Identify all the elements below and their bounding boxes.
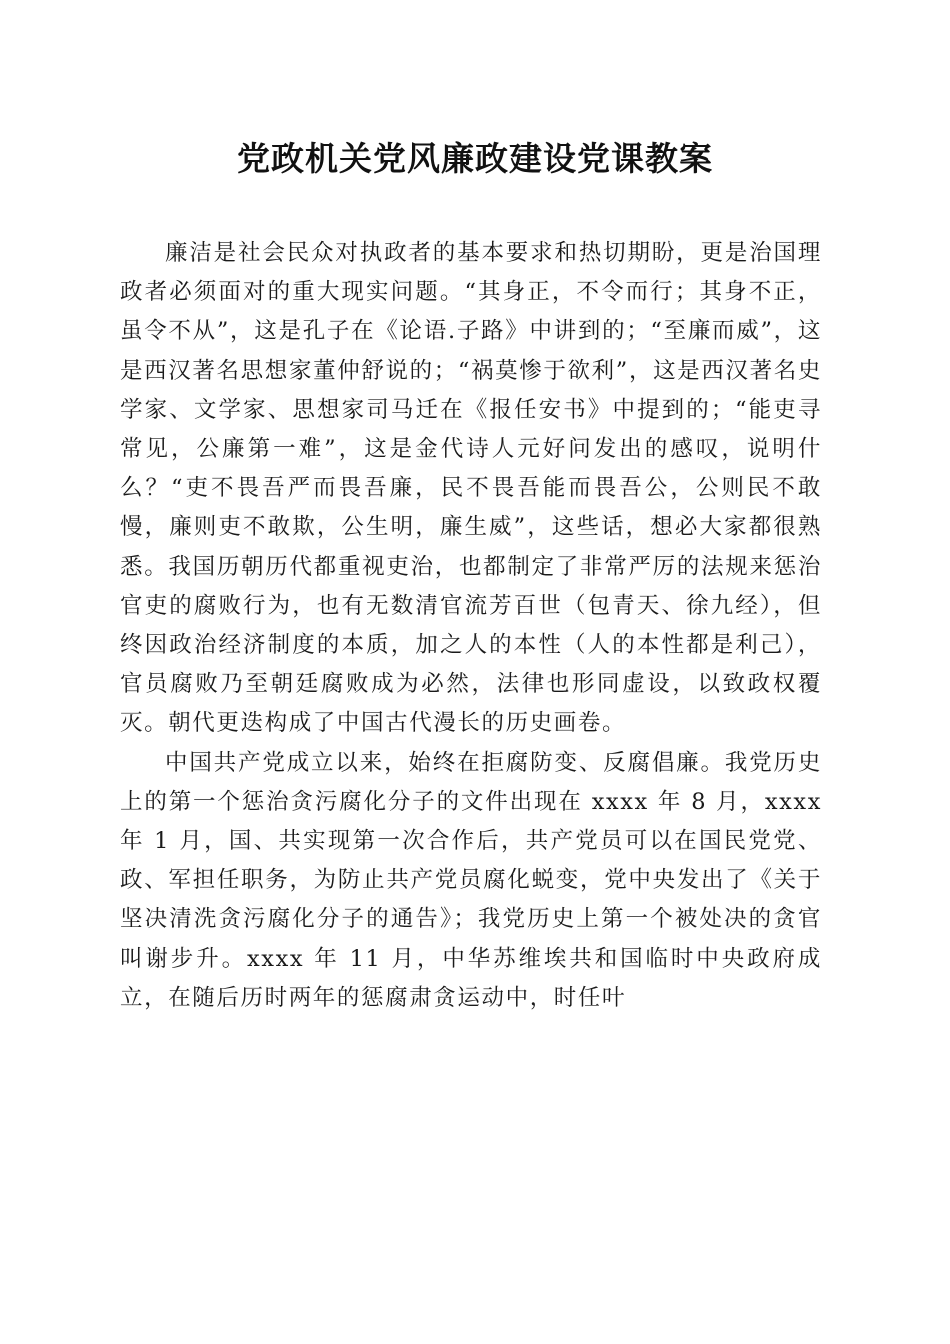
document-body: [120, 234, 822, 1018]
body-paragraph: 廉洁是社会民众对执政者的基本要求和热切期盼，更是治国理政者必须面对的重大现实问题。“其身正，不令而行；其身不正，虽令不从”，这是孔子在《论语.子路》中讲到的；“至廉而威”，这是西汉著名思想家董仲舒说的；“祸莫惨于欲利”，这是西汉著名史学家、文学家、思想家司马迁在《报任安书》中提到的；“能吏寻常见，公廉第一难”，这是金代诗人元好问发出的感叹，说明什么？“吏不畏吾严而畏吾廉，民不畏吾能而畏吾公，公则民不敢慢，廉则吏不敢欺，公生明，廉生威”，这些话，想必大家都很熟悉。我国历朝历代都重视吏治，也都制定了非常严厉的法规来惩治官吏的腐败行为，也有无数清官流芳百世（包青天、徐九经），但终因政治经济制度的本质，加之人的本性（人的本性都是利己），官员腐败乃至朝廷腐败成为必然，法律也形同虚设，以致政权覆灭。朝代更迭构成了中国古代漫长的历史画卷。: [120, 240, 822, 737]
body-paragraph: 中国共产党成立以来，始终在拒腐防变、反腐倡廉。我党历史上的第一个惩治贪污腐化分子的文件出现在 xxxx 年 8 月，xxxx 年 1 月，国、共实现第一次合作后，共产党员可以在国民党党、政、军担任职务，为防止共产党员腐化蜕变，党中央发出了《关于坚决清洗贪污腐化分子的通告》；我党历史上第一个被处决的贪官叫谢步升。xxxx 年 11 月，中华苏维埃共和国临时中央政府成立，在随后历时两年的惩腐肃贪运动中，时任叶: [120, 749, 822, 1011]
document-title: 党政机关党风廉政建设党课教案: [237, 139, 713, 178]
